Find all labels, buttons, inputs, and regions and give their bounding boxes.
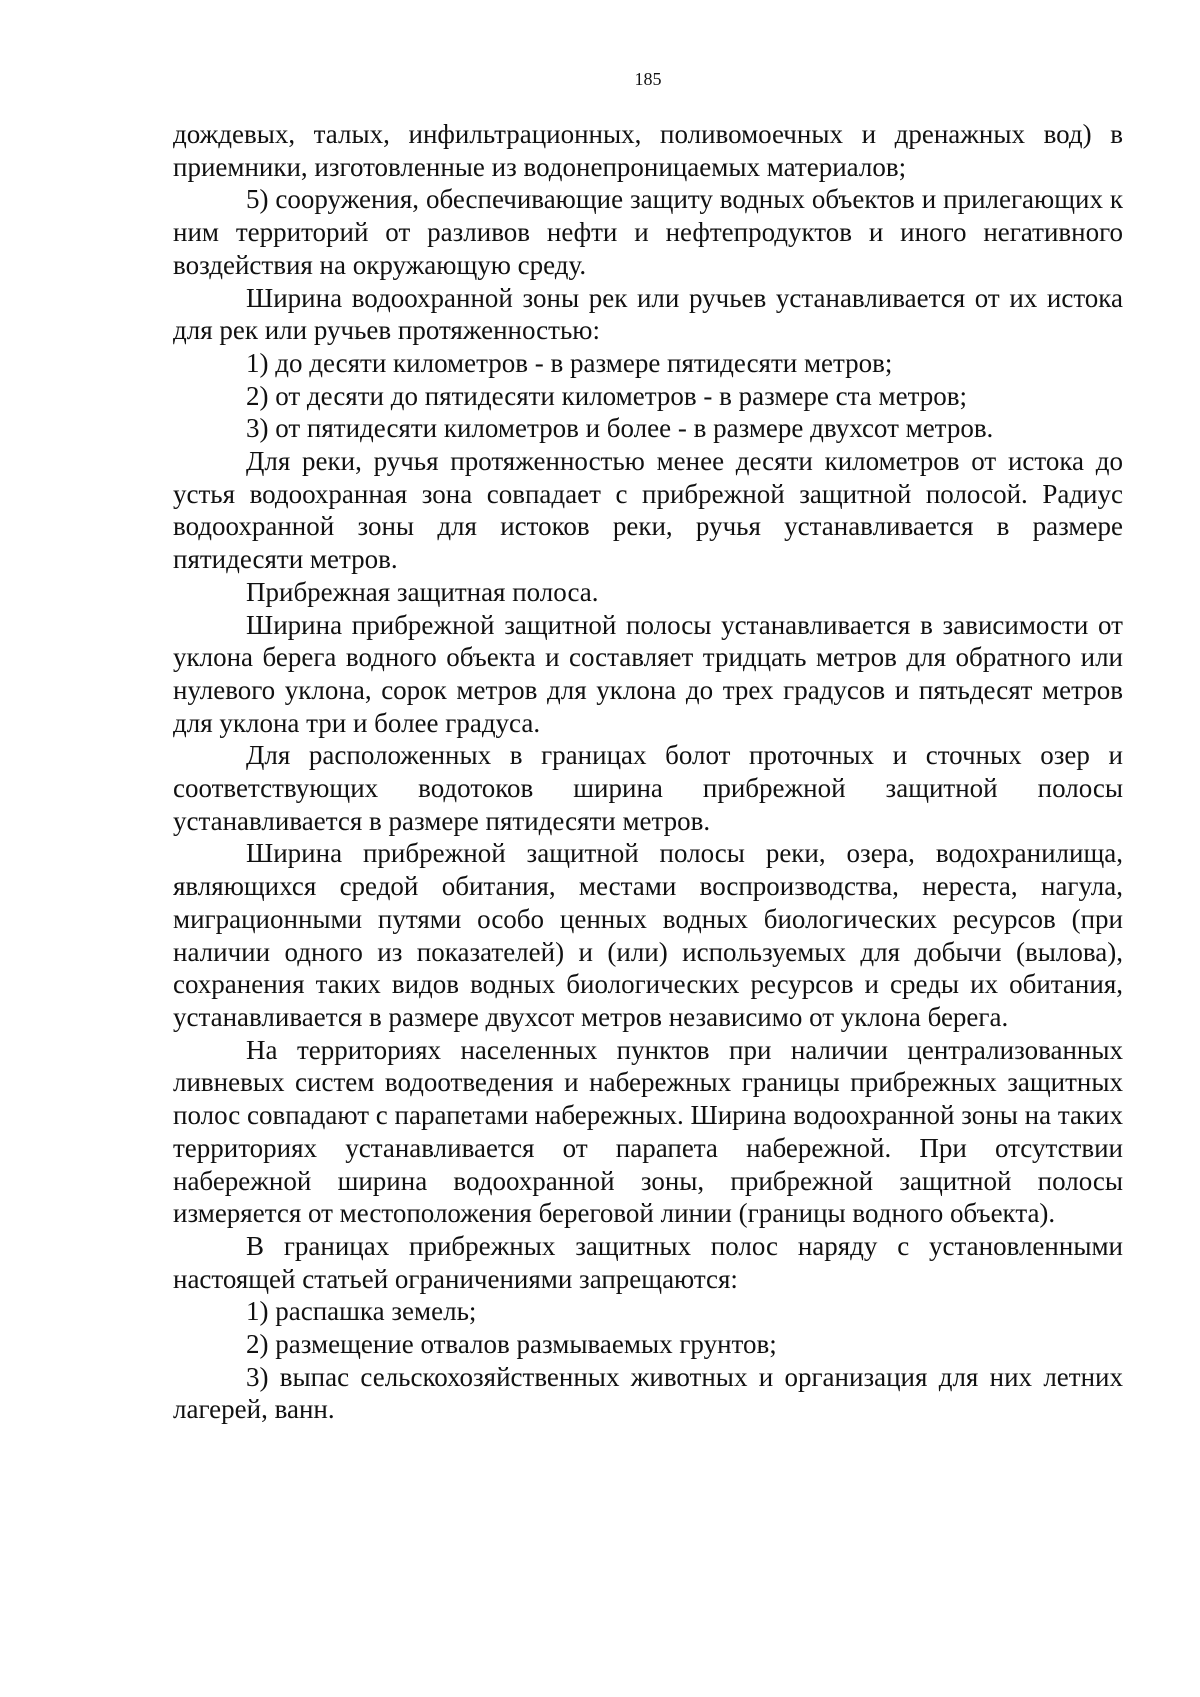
paragraph-prohibition-item-3: 3) выпас сельскохозяйственных животных и организация для них летних лагерей, ванн. — [173, 1361, 1123, 1425]
paragraph-list-item-3: 3) от пятидесяти километров и более - в размере двухсот метров. — [246, 413, 994, 444]
paragraph-list-item-1: 1) до десяти километров - в размере пятидесяти метров; — [246, 347, 893, 378]
paragraph-strip-width: Ширина прибрежной защитной полосы устанавливается в зависимости от уклона берега водного объекта и составляет тридцать метров для обратного или нулевого уклона, сорок метров для уклона до трех градусов и пятьдесят метров для уклона три и более градуса. — [173, 609, 1123, 738]
paragraph-settlements: На территориях населенных пунктов при наличии централизованных ливневых систем водоотведения и набережных границы прибрежных защитных полос совпадают с парапетами набережных. Ширина водоохранной зоны на таких территориях устанавливается от парапета набережной. При отсутствии набережной ширина водоохранной зоны, прибрежной защитной полосы измеряется от местоположения береговой линии (границы водного объекта). — [173, 1034, 1123, 1229]
paragraph-prohibitions: В границах прибрежных защитных полос наряду с установленными настоящей статьей ограничениями запрещаются: — [173, 1230, 1123, 1294]
document-body — [173, 118, 1123, 1426]
paragraph-list-item-5: 5) сооружения, обеспечивающие защиту водных объектов и прилегающих к ним территорий от разливов нефти и нефтепродуктов и иного негативного воздействия на окружающую среду. — [173, 184, 1123, 280]
page-number: 185 — [634, 69, 662, 89]
paragraph-prohibition-item-2: 2) размещение отвалов размываемых грунтов; — [246, 1329, 777, 1360]
paragraph-list-item-2: 2) от десяти до пятидесяти километров - в размере ста метров; — [246, 380, 967, 411]
paragraph-continuation: дождевых, талых, инфильтрационных, поливомоечных и дренажных вод) в приемники, изготовленные из водонепроницаемых материалов; — [173, 119, 1123, 182]
paragraph-bio-resources: Ширина прибрежной защитной полосы реки, озера, водохранилища, являющихся средой обитания, местами воспроизводства, нереста, нагула, миграционными путями особо ценных водных биологических ресурсов (при наличии одного из показателей) и (или) используемых для добычи (вылова), сохранения таких видов водных биологических ресурсов и среды их обитания, устанавливается в размере двухсот метров независимо от уклона берега. — [173, 838, 1123, 1032]
paragraph-short-rivers: Для реки, ручья протяженностью менее десяти километров от истока до устья водоохранная зона совпадает с прибрежной защитной полосой. Радиус водоохранной зоны для истоков реки, ручья устанавливается в размере пятидесяти метров. — [173, 446, 1123, 575]
paragraph-coastal-strip-heading: Прибрежная защитная полоса. — [246, 576, 599, 607]
paragraph-prohibition-item-1: 1) распашка земель; — [246, 1296, 477, 1327]
paragraph-swamp-lakes: Для расположенных в границах болот проточных и сточных озер и соответствующих водотоков ширина прибрежной защитной полосы устанавливается в размере пятидесяти метров. — [173, 740, 1123, 836]
paragraph-water-zone-width: Ширина водоохранной зоны рек или ручьев устанавливается от их истока для рек или ручьев протяженностью: — [173, 282, 1123, 346]
